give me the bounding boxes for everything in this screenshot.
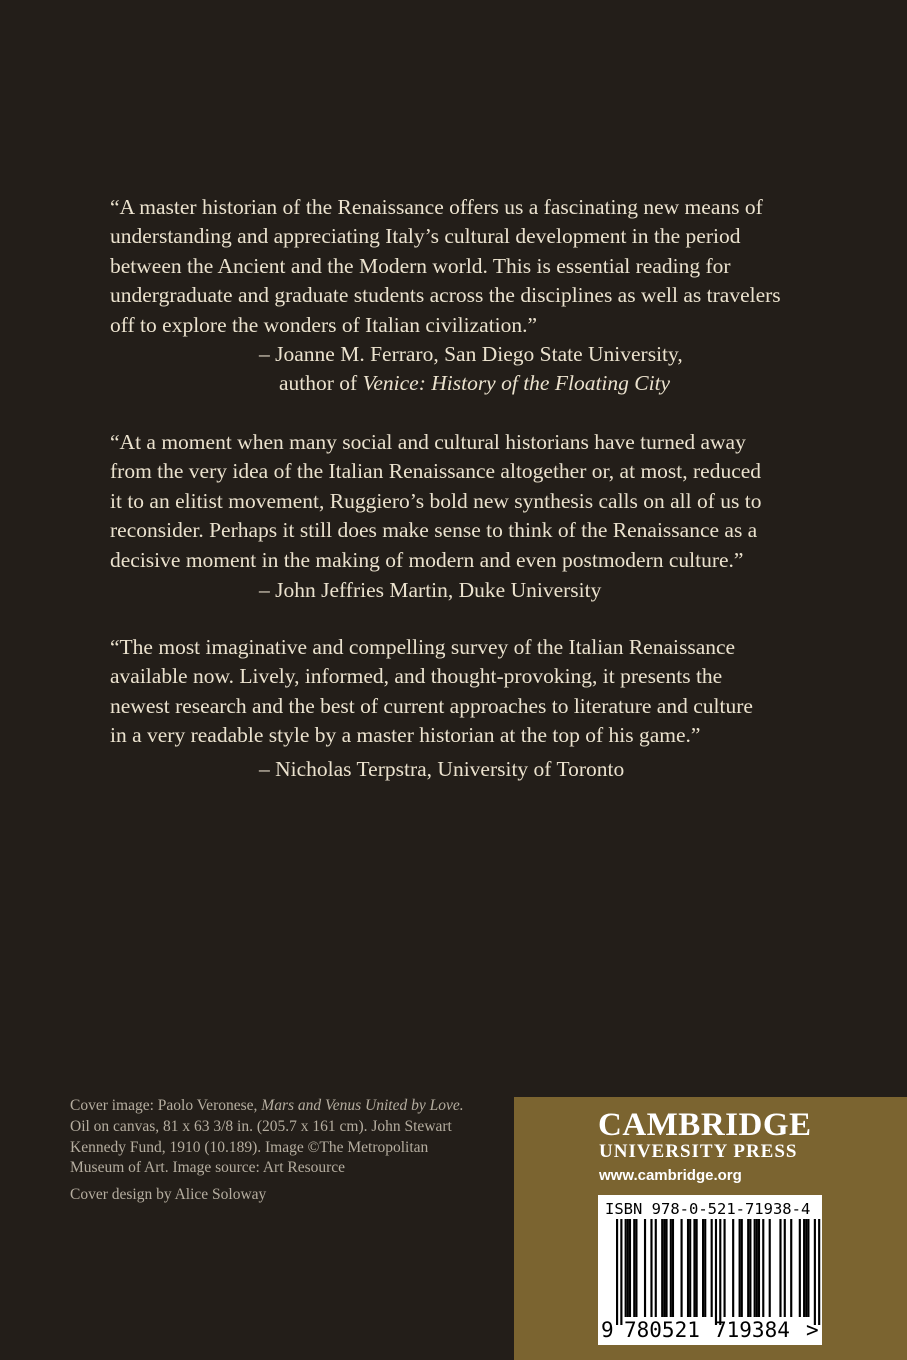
barcode-bar: [681, 1219, 683, 1317]
barcode-bar: [704, 1219, 706, 1317]
review-quote-3: [110, 633, 810, 751]
attribution-author-of: author of: [279, 371, 363, 395]
credit-line: Kennedy Fund, 1910 (10.189). Image ©The Metropolitan: [70, 1138, 429, 1156]
cover-design-credit: [70, 1185, 510, 1206]
barcode-digit-prefix: 9: [601, 1318, 614, 1342]
barcode-bar: [663, 1219, 665, 1317]
barcode-bar: [696, 1219, 698, 1317]
credit-line: Oil on canvas, 81 x 63 3/8 in. (205.7 x 161 cm). John Stewart: [70, 1117, 452, 1135]
barcode-bar: [758, 1219, 760, 1317]
quote-line: it to an elitist movement, Ruggiero’s bold new synthesis calls on all of us to: [110, 488, 762, 513]
barcode-bar: [711, 1219, 713, 1317]
quote-3-attribution: – Nicholas Terpstra, University of Toronto: [259, 757, 625, 781]
barcode-bar: [693, 1219, 695, 1317]
barcode-bar: [670, 1219, 672, 1317]
barcode-bar: [749, 1219, 751, 1317]
barcode-bar: [627, 1219, 629, 1317]
quote-line: undergraduate and graduate students across the disciplines as well as travelers: [110, 283, 781, 308]
quote-line: “A master historian of the Renaissance offers us a fascinating new means of: [110, 195, 763, 219]
barcode-bar: [784, 1219, 786, 1317]
quote-1-attribution-book: [279, 369, 670, 398]
barcode-bar: [724, 1219, 726, 1317]
barcode-bar: [805, 1219, 807, 1317]
quote-line: available now. Lively, informed, and thought-provoking, it presents the: [110, 664, 723, 689]
barcode-bar: [625, 1219, 627, 1317]
barcode-bar: [629, 1219, 631, 1317]
barcode-bar: [739, 1219, 741, 1317]
quote-line: in a very readable style by a master historian at the top of his game.”: [110, 723, 701, 748]
quote-line: reconsider. Perhaps it still does make sense to think of the Renaissance as a: [110, 518, 758, 543]
barcode-guard-bar: [818, 1219, 820, 1325]
quote-line: between the Ancient and the Modern world. This is essential reading for: [110, 253, 731, 278]
barcode-bar: [732, 1219, 734, 1317]
publisher-press: UNIVERSITY PRESS: [599, 1141, 798, 1162]
barcode-bar: [633, 1219, 635, 1317]
attribution-book-title: Venice: History of the Floating City: [362, 371, 671, 395]
barcode-bar: [754, 1219, 756, 1317]
isbn-label: ISBN 978-0-521-71938-4: [605, 1200, 811, 1218]
barcode-bar: [779, 1219, 781, 1317]
painting-title: Mars and Venus United by Love.: [261, 1097, 464, 1114]
barcode-end-mark: >: [806, 1318, 819, 1342]
barcode-guard-bar: [616, 1219, 618, 1325]
publisher-url: www.cambridge.org: [599, 1167, 742, 1184]
barcode-bar: [803, 1219, 805, 1317]
quote-line: “The most imaginative and compelling survey of the Italian Renaissance: [110, 635, 736, 659]
quote-line: from the very idea of the Italian Renaissance altogether or, at most, reduced: [110, 459, 762, 484]
barcode-guard-bar: [719, 1219, 721, 1325]
barcode-bar: [635, 1219, 637, 1317]
design-credit-line: Cover design by Alice Soloway: [70, 1186, 267, 1203]
barcode-bar: [650, 1219, 652, 1317]
barcode-bar: [747, 1219, 749, 1317]
barcode-digits-right: 719384: [714, 1318, 790, 1342]
quote-line: understanding and appreciating Italy’s cultural development in the period: [110, 224, 741, 249]
review-quote-1: [110, 193, 810, 340]
cover-image-credit: [70, 1096, 510, 1179]
publisher-name: CAMBRIDGE: [598, 1107, 812, 1143]
quote-line: decisive moment in the making of modern and even postmodern culture.”: [110, 547, 744, 572]
quote-line: newest research and the best of current approaches to literature and culture: [110, 693, 753, 718]
barcode-bar: [799, 1219, 801, 1317]
barcode-bar: [762, 1219, 764, 1317]
isbn-barcode: [598, 1195, 822, 1345]
barcode-bar: [644, 1219, 646, 1317]
barcode-bar: [769, 1219, 771, 1317]
barcode-bar: [661, 1219, 663, 1317]
barcode-bar: [689, 1219, 691, 1317]
review-quote-2: [110, 428, 810, 575]
barcode-guard-bar: [620, 1219, 622, 1325]
barcode-digits-left: 780521: [624, 1318, 700, 1342]
quote-1-attribution: – Joanne M. Ferraro, San Diego State University,: [259, 342, 683, 366]
barcode-bar: [665, 1219, 667, 1317]
barcode-guard-bar: [715, 1219, 717, 1325]
barcode-bar: [756, 1219, 758, 1317]
barcode-bar: [672, 1219, 674, 1317]
barcode-bar: [687, 1219, 689, 1317]
credit-prefix: Cover image: Paolo Veronese,: [70, 1097, 262, 1114]
quote-line: “At a moment when many social and cultural historians have turned away: [110, 430, 746, 454]
barcode-bar: [741, 1219, 743, 1317]
credit-line: [70, 1096, 510, 1117]
quote-2-attribution: – John Jeffries Martin, Duke University: [259, 578, 602, 602]
barcode-bar: [790, 1219, 792, 1317]
quote-line: off to explore the wonders of Italian civilization.”: [110, 312, 538, 337]
credit-line: Museum of Art. Image source: Art Resource: [70, 1159, 346, 1177]
barcode-guard-bar: [814, 1219, 816, 1325]
barcode-bar: [702, 1219, 704, 1317]
barcode-bar: [655, 1219, 657, 1317]
barcode-bar: [807, 1219, 809, 1317]
